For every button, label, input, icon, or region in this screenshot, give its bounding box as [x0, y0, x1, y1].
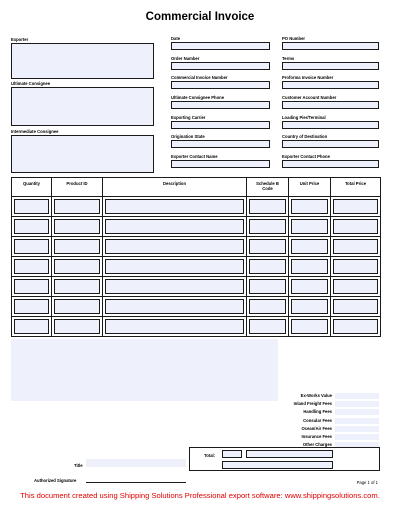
description-header: Description — [103, 178, 247, 197]
total-price-input[interactable] — [333, 319, 378, 334]
page-title: Commercial Invoice — [145, 11, 255, 23]
schedule-b-cell — [247, 217, 289, 237]
proforma-invoice-number-field[interactable] — [282, 81, 379, 89]
unit-price-input[interactable] — [291, 319, 328, 334]
footer-notice: This document created using Shipping Solutions Professional export software: www.shippingsolutions.com. — [20, 491, 380, 500]
customer-account-number-label: Customer Account Number — [282, 95, 337, 100]
quantity-cell — [12, 237, 52, 257]
table-row — [12, 257, 381, 277]
table-row — [12, 237, 381, 257]
ex-works-value-field[interactable] — [335, 393, 379, 399]
order-number-field[interactable] — [171, 62, 270, 70]
notes-field[interactable] — [11, 339, 278, 401]
schedule-b-input[interactable] — [249, 299, 286, 314]
unit-price-input[interactable] — [291, 299, 328, 314]
product-id-cell — [52, 297, 103, 317]
date-label: Date — [171, 36, 181, 41]
table-row — [12, 277, 381, 297]
description-input[interactable] — [105, 199, 244, 214]
schedule-b-cell — [247, 317, 289, 337]
product-id-cell — [52, 257, 103, 277]
unit-price-input[interactable] — [291, 199, 328, 214]
exporter-contact-phone-label: Exporter Contact Phone — [282, 154, 330, 159]
total-price-input[interactable] — [333, 299, 378, 314]
description-input[interactable] — [105, 219, 244, 234]
proforma-invoice-number-label: Proforma Invoice Number — [282, 75, 334, 80]
terms-field[interactable] — [282, 62, 379, 70]
exporter-field[interactable] — [11, 43, 154, 79]
description-input[interactable] — [105, 319, 244, 334]
total-price-header: Total Price — [331, 178, 381, 197]
product-id-cell — [52, 237, 103, 257]
quantity-cell — [12, 277, 52, 297]
total-price-cell — [331, 277, 381, 297]
total-price-cell — [331, 317, 381, 337]
other-charges-label: Other Charges — [302, 442, 332, 447]
description-input[interactable] — [105, 299, 244, 314]
ultimate-consignee-phone-field[interactable] — [171, 101, 270, 109]
description-cell — [103, 297, 247, 317]
total-in-words-field[interactable] — [222, 461, 333, 469]
table-row — [12, 197, 381, 217]
unit-price-header: Unit Price — [289, 178, 331, 197]
line-items-table — [11, 177, 381, 337]
origination-state-field[interactable] — [171, 140, 270, 148]
inland-freight-fees-field[interactable] — [335, 401, 379, 407]
product-id-input[interactable] — [54, 259, 100, 274]
inland-freight-fees-label: Inland Freight Fees — [293, 401, 332, 406]
product-id-input[interactable] — [54, 319, 100, 334]
total-label: Total: — [204, 453, 216, 458]
description-cell — [103, 237, 247, 257]
schedule-b-cell — [247, 297, 289, 317]
description-input[interactable] — [105, 279, 244, 294]
exporter-label: Exporter — [11, 37, 29, 42]
unit-price-cell — [289, 317, 331, 337]
unit-price-cell — [289, 217, 331, 237]
intermediate-consignee-field[interactable] — [11, 135, 154, 173]
unit-price-input[interactable] — [291, 239, 328, 254]
ultimate-consignee-phone-label: Ultimate Consignee Phone — [171, 95, 225, 100]
product-id-cell — [52, 317, 103, 337]
table-row — [12, 297, 381, 317]
page-indicator: Page 1 of 1 — [356, 480, 378, 485]
quantity-header: Quantity — [12, 178, 52, 197]
authorized-signature-label: Authorized Signature — [34, 478, 77, 483]
schedule-b-input[interactable] — [249, 239, 286, 254]
quantity-cell — [12, 297, 52, 317]
description-cell — [103, 317, 247, 337]
description-cell — [103, 277, 247, 297]
handling-fees-field[interactable] — [335, 409, 379, 415]
ex-works-value-label: Ex-Works Value — [300, 393, 332, 398]
quantity-input[interactable] — [14, 259, 49, 274]
signer-title-field[interactable] — [86, 459, 186, 467]
total-price-input[interactable] — [333, 279, 378, 294]
unit-price-cell — [289, 257, 331, 277]
ultimate-consignee-field[interactable] — [11, 87, 154, 126]
schedule-b-header-line1: Schedule B — [256, 181, 279, 186]
schedule-b-header — [247, 178, 289, 197]
line-items-body — [12, 197, 381, 337]
schedule-b-input[interactable] — [249, 319, 286, 334]
country-of-destination-label: Country of Destination — [282, 134, 328, 139]
exporter-contact-name-label: Exporter Contact Name — [171, 154, 218, 159]
insurance-fees-label: Insurance Fees — [301, 434, 332, 439]
quantity-cell — [12, 317, 52, 337]
description-input[interactable] — [105, 239, 244, 254]
unit-price-cell — [289, 197, 331, 217]
exporter-contact-phone-field[interactable] — [282, 160, 379, 168]
product-id-header: Product ID — [52, 178, 103, 197]
loading-pier-terminal-label: Loading Pier/Terminal — [282, 115, 326, 120]
loading-pier-terminal-field[interactable] — [282, 121, 379, 129]
product-id-input[interactable] — [54, 239, 100, 254]
ocean-air-fees-field[interactable] — [335, 426, 379, 432]
total-price-input[interactable] — [333, 239, 378, 254]
product-id-input[interactable] — [54, 219, 100, 234]
table-row — [12, 317, 381, 337]
commercial-invoice-number-field[interactable] — [171, 81, 270, 89]
schedule-b-cell — [247, 237, 289, 257]
schedule-b-cell — [247, 197, 289, 217]
intermediate-consignee-label: Intermediate Consignee — [11, 129, 59, 134]
schedule-b-input[interactable] — [249, 199, 286, 214]
po-number-field[interactable] — [282, 42, 379, 50]
quantity-input[interactable] — [14, 239, 49, 254]
quantity-cell — [12, 257, 52, 277]
product-id-cell — [52, 217, 103, 237]
consular-fees-label: Consular Fees — [303, 418, 332, 423]
description-cell — [103, 217, 247, 237]
quantity-cell — [12, 217, 52, 237]
table-header-row — [12, 178, 381, 197]
total-currency-field[interactable] — [222, 450, 242, 458]
order-number-label: Order Number — [171, 56, 200, 61]
total-price-input[interactable] — [333, 199, 378, 214]
total-price-cell — [331, 257, 381, 277]
title-label: Title — [74, 463, 83, 468]
terms-label: Terms — [282, 56, 295, 61]
commercial-invoice-number-label: Commercial Invoice Number — [171, 75, 228, 80]
unit-price-input[interactable] — [291, 279, 328, 294]
origination-state-label: Origination State — [171, 134, 205, 139]
handling-fees-label: Handling Fees — [303, 409, 332, 414]
description-cell — [103, 257, 247, 277]
schedule-b-cell — [247, 277, 289, 297]
quantity-input[interactable] — [14, 279, 49, 294]
total-price-input[interactable] — [333, 219, 378, 234]
total-price-cell — [331, 197, 381, 217]
consular-fees-field[interactable] — [335, 418, 379, 424]
customer-account-number-field[interactable] — [282, 101, 379, 109]
total-price-input[interactable] — [333, 259, 378, 274]
ocean-air-fees-label: Ocean/Air Fees — [301, 426, 332, 431]
exporting-carrier-field[interactable] — [171, 121, 270, 129]
schedule-b-input[interactable] — [249, 259, 286, 274]
product-id-input[interactable] — [54, 199, 100, 214]
date-field[interactable] — [171, 42, 270, 50]
total-price-cell — [331, 297, 381, 317]
quantity-input[interactable] — [14, 299, 49, 314]
exporter-contact-name-field[interactable] — [171, 160, 270, 168]
product-id-cell — [52, 277, 103, 297]
schedule-b-cell — [247, 257, 289, 277]
schedule-b-input[interactable] — [249, 219, 286, 234]
total-price-cell — [331, 237, 381, 257]
country-of-destination-field[interactable] — [282, 140, 379, 148]
unit-price-input[interactable] — [291, 259, 328, 274]
ultimate-consignee-label: Ultimate Consignee — [11, 81, 51, 86]
quantity-input[interactable] — [14, 219, 49, 234]
total-amount-field[interactable] — [246, 450, 333, 458]
product-id-cell — [52, 197, 103, 217]
unit-price-cell — [289, 297, 331, 317]
quantity-input[interactable] — [14, 319, 49, 334]
total-price-cell — [331, 217, 381, 237]
quantity-cell — [12, 197, 52, 217]
insurance-fees-field[interactable] — [335, 434, 379, 440]
product-id-input[interactable] — [54, 299, 100, 314]
po-number-label: PO Number — [282, 36, 306, 41]
description-input[interactable] — [105, 259, 244, 274]
description-cell — [103, 197, 247, 217]
quantity-input[interactable] — [14, 199, 49, 214]
schedule-b-header-line2: Code — [262, 186, 273, 191]
table-row — [12, 217, 381, 237]
signature-line[interactable] — [86, 482, 186, 483]
unit-price-input[interactable] — [291, 219, 328, 234]
schedule-b-input[interactable] — [249, 279, 286, 294]
unit-price-cell — [289, 277, 331, 297]
exporting-carrier-label: Exporting Carrier — [171, 115, 206, 120]
unit-price-cell — [289, 237, 331, 257]
product-id-input[interactable] — [54, 279, 100, 294]
